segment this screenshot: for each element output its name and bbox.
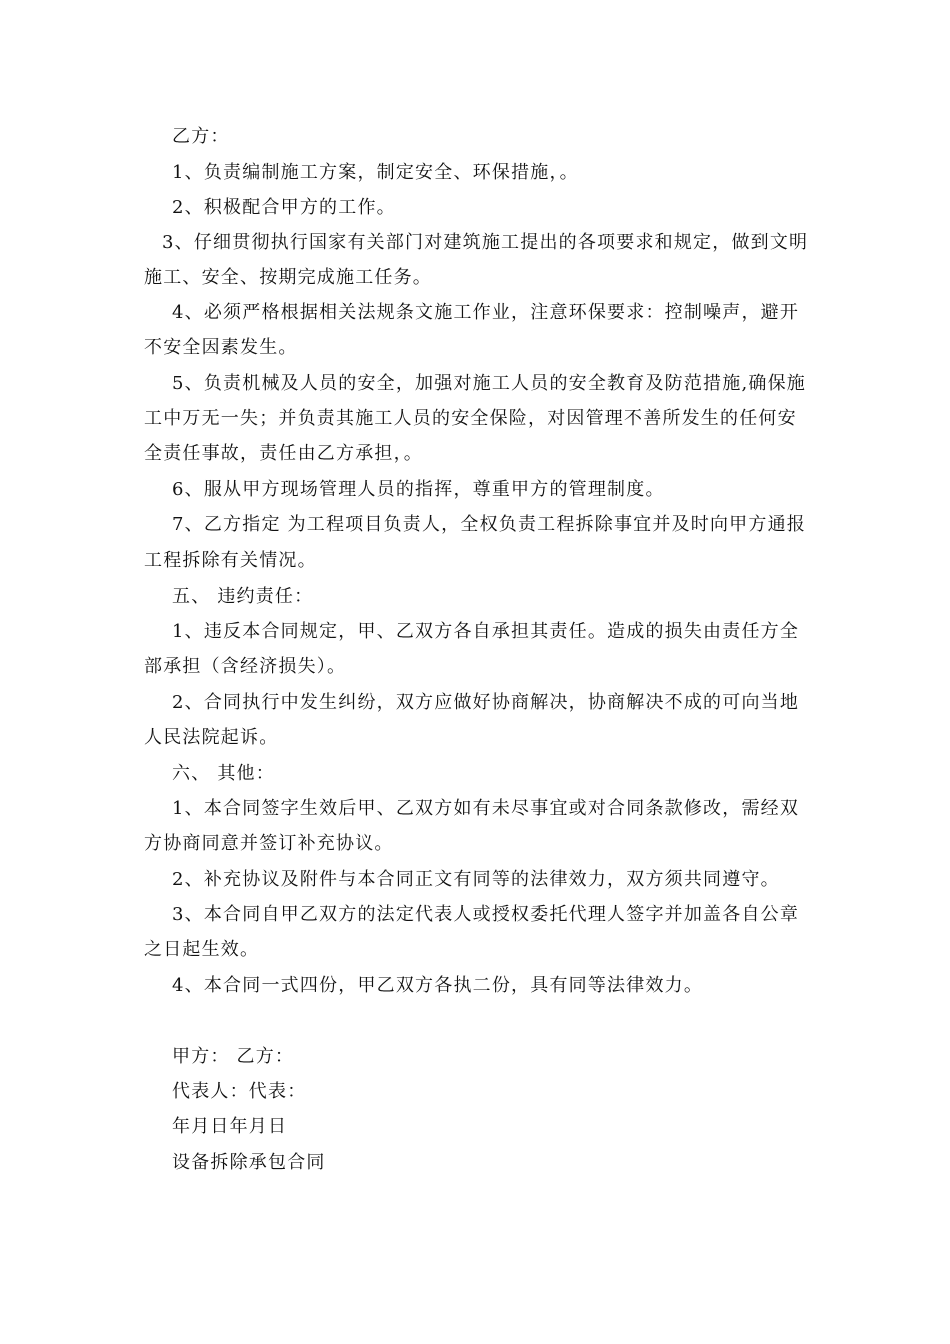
section6-heading: 六、 其他： [172,763,275,784]
clause-52-line1: 2、合同执行中发生纠纷，双方应做好协商解决，协商解决不成的可向当地 [172,692,800,713]
clause-b5-line3: 全责任事故，责任由乙方承担，。 [144,443,423,464]
clause-61-line1: 1、本合同签字生效后甲、乙双方如有未尽事宜或对合同条款修改，需经双 [172,798,800,819]
clause-b2-line1: 2、积极配合甲方的工作。 [172,197,396,218]
clause-51-line2: 部承担（含经济损失）。 [144,656,347,677]
signature-dates: 年月日年月日 [172,1116,288,1137]
clause-63-line1: 3、本合同自甲乙双方的法定代表人或授权委托代理人签字并加盖各自公章 [172,904,800,925]
clause-b5-line2: 工中万无一失；并负责其施工人员的安全保险，对因管理不善所发生的任何安 [144,408,797,429]
clause-b3-line2: 施工、安全、按期完成施工任务。 [144,267,432,288]
section5-heading: 五、 违约责任： [172,586,314,607]
signature-representatives: 代表人：代表： [172,1081,307,1102]
clause-b1-line1: 1、负责编制施工方案，制定安全、环保措施，。 [172,162,579,183]
clause-51-line1: 1、违反本合同规定，甲、乙双方各自承担其责任。造成的损失由责任方全 [172,621,800,642]
clause-b7-line2: 工程拆除有关情况。 [144,550,317,571]
signature-parties: 甲方： 乙方： [172,1046,295,1067]
clause-b4-line1: 4、必须严格根据相关法规条文施工作业，注意环保要求：控制噪声，避开 [172,302,800,323]
clause-61-line2: 方协商同意并签订补充协议。 [144,833,394,854]
party-b-heading: 乙方： [172,126,230,147]
clause-62-line1: 2、补充协议及附件与本合同正文有同等的法律效力，双方须共同遵守。 [172,869,780,890]
clause-b5-line1: 5、负责机械及人员的安全，加强对施工人员的安全教育及防范措施,确保施 [172,373,806,394]
clause-64-line1: 4、本合同一式四份，甲乙双方各执二份，具有同等法律效力。 [172,975,704,996]
clause-63-line2: 之日起生效。 [144,939,260,960]
clause-b7-line1: 7、乙方指定 为工程项目负责人，全权负责工程拆除事宜并及时向甲方通报 [172,514,806,535]
clause-52-line2: 人民法院起诉。 [144,727,279,748]
document-title: 设备拆除承包合同 [172,1152,326,1173]
clause-b3-line1: 3、仔细贯彻执行国家有关部门对建筑施工提出的各项要求和规定，做到文明 [162,232,809,253]
clause-b4-line2: 不安全因素发生。 [144,337,298,358]
clause-b6-line1: 6、服从甲方现场管理人员的指挥，尊重甲方的管理制度。 [172,479,665,500]
